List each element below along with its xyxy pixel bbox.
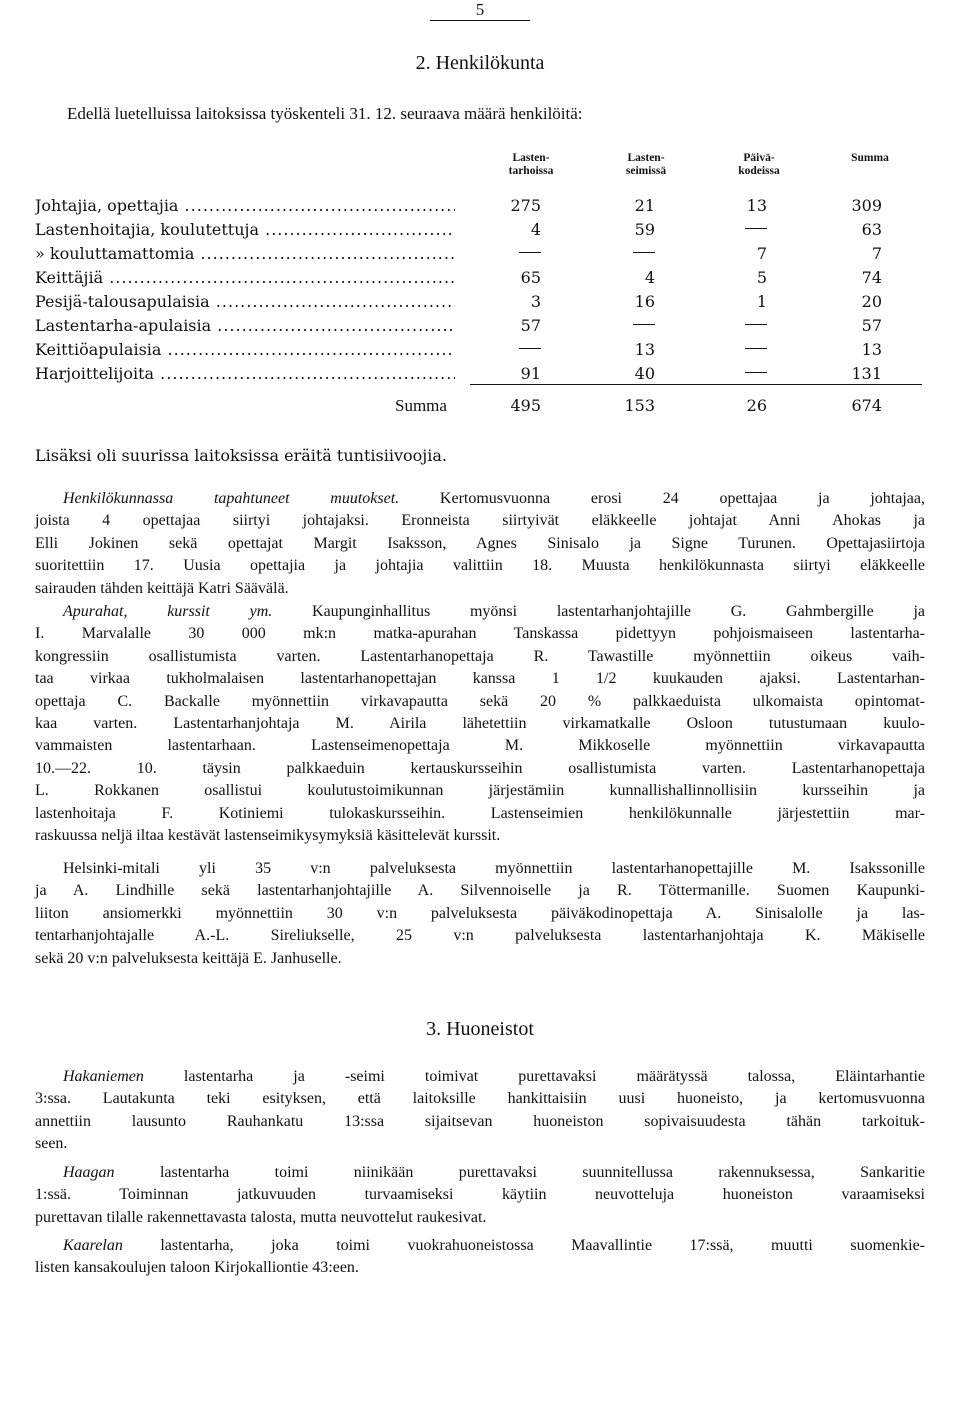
header-lastenseimissa: Lasten- seimissä: [625, 152, 667, 177]
cell-value: 13: [746, 196, 767, 215]
cell-value: 4: [644, 268, 655, 287]
row-label: Lastentarha-apulaisia: [35, 316, 212, 335]
paragraph-lead: Kaarelan: [63, 1237, 123, 1254]
paragraph-kaarela: Kaarelan lastentarha, joka toimi vuokrahuoneistossa Maavallintie 17:ssä, muutti suomenkie- listen kansakoulujen taloon Kirjokalliontie 43:een.: [35, 1237, 925, 1277]
cell-value: 7: [871, 244, 882, 263]
cell-value: [707, 316, 767, 335]
cell-value: 131: [851, 364, 882, 383]
cell-value: 275: [510, 196, 541, 215]
cell-value: 63: [861, 220, 882, 239]
table-row: [35, 196, 900, 220]
paragraph-haaga: Haagan lastentarha toimi niinikään purettavaksi suunnitellussa rakennuksessa, Sankaritie 1:ssä. Toiminnan jatkuvuuden turvaamiseksi käytiin neuvotteluja huoneiston varaamiseksi purettavan tilalle rakennettavasta talosta, mutta neuvottelut raukesivat.: [35, 1164, 925, 1226]
header-summa: Summa: [851, 152, 889, 164]
note-text: Lisäksi oli suurissa laitoksissa eräitä tuntisiivoojia.: [35, 446, 447, 465]
sum-value: 674: [851, 396, 882, 415]
cell-value: [595, 316, 655, 335]
page-number: 5: [475, 0, 485, 19]
cell-value: 4: [530, 220, 541, 239]
cell-value: 16: [634, 292, 655, 311]
paragraph-hakaniemi: Hakaniemen lastentarha ja -seimi toimivat purettavaksi määrätyssä talossa, Eläintarhantie 3:ssa. Lautakunta teki esityksen, että laitoksille hankittaisiin uusi huoneisto, ja kertomusvuonna annettiin lausunto Rauhankatu 13:ssa sijaitsevan huoneiston sopivaisuudesta tähän tarkoituk- seen.: [35, 1068, 925, 1153]
header-lastentarhoissa: Lasten- tarhoissa: [508, 152, 554, 177]
cell-value: 74: [861, 268, 882, 287]
cell-value: [707, 220, 767, 239]
cell-value: [707, 340, 767, 359]
header-paivakodeissa: Päivä- kodeissa: [738, 152, 780, 177]
table-row: [35, 268, 900, 292]
row-label: Pesijä-talousapulaisia: [35, 292, 210, 311]
cell-value: 7: [756, 244, 767, 263]
paragraph-changes: Henkilökunnassa tapahtuneet muutokset. Kertomusvuonna erosi 24 opettajaa ja johtajaa, joista 4 opettajaa siirtyi johtajaksi. Eronneista siirtyivät eläkkeelle johtajat Anni Ahokas ja Elli Jokinen sekä opettajat Margit Isaksson, Agnes Sinisalo ja Signe Turunen. Opettajasiirtoja suoritettiin 17. Uusia opettajia ja johtajia valittiin 18. Muusta henkilökunnasta siirtyi eläkkeelle sairauden tähden keittäjä Katri Säävälä.: [35, 490, 925, 597]
cell-value: 13: [634, 340, 655, 359]
table-row: [35, 340, 900, 364]
cell-value: 40: [634, 364, 655, 383]
section-title-huoneistot: 3. Huoneistot: [426, 1018, 534, 1040]
sum-divider: [470, 384, 922, 385]
sum-value: 495: [510, 396, 541, 415]
cell-value: 13: [861, 340, 882, 359]
paragraph-grants: Apurahat, kurssit ym. Kaupunginhallitus myönsi lastentarhanjohtajille G. Gahmbergille ja I. Marvalalle 30 000 mk:n matka-apurahan Tanskassa pidettyyn pohjoismaiseen lastentarha- kongressiin osallistumista varten. Lastentarhanopettaja R. Tawastille myönnettiin oikeus vaih- taa virkaa tukholmalaisen lastentarhanopettajan kanssa 1 1/2 kuukauden ajaksi. Lastentarhan- opettaja C. Backalle myönnettiin virkavapautta sekä 20 % palkkaeduista ulkomaista opintomat- kaa varten. Lastentarhanjohtaja M. Airila lähetettiin virkamatkalle Osloon tutustumaan kuulo- vammaisten lastentarhaan. Lastenseimenopettaja M. Mikkoselle myönnettiin virkavapautta 10.—22. 10. täysin palkkaeduin kertauskursseihin osallistumista varten. Lastentarhanopettaja L. Rokkanen osallistui koulutustoimikunnan järjestämiin kunnallishallinnollisiin kursseihin ja lastenhoitaja F. Kotiniemi tulokaskursseihin. Lastenseimien henkilökunnalle järjestettiin mar- raskuussa neljä iltaa kestävät lastenseimikysymyksiä käsittelevät kurssit.: [35, 603, 925, 845]
sum-value: 153: [624, 396, 655, 415]
sum-value: 26: [746, 396, 767, 415]
paragraph-lead: Apurahat, kurssit ym.: [63, 603, 273, 620]
cell-value: 57: [520, 316, 541, 335]
cell-value: 5: [756, 268, 767, 287]
paragraph-medals: Helsinki-mitali yli 35 v:n palveluksesta myönnettiin lastentarhanopettajille M. Isakssonille ja A. Lindhille sekä lastentarhanjohtajille A. Silvennoiselle ja R. Töttermanille. Suomen Kaupunki- liiton ansiomerkki myönnettiin 30 v:n palveluksesta päiväkodinopettaja A. Sinisalolle ja las- tentarhanjohtajalle A.-L. Sireliukselle, 25 v:n palveluksesta lastentarhanjohtaja K. Mäkiselle sekä 20 v:n palveluksesta keittäjä E. Janhuselle.: [35, 860, 925, 967]
cell-value: 21: [634, 196, 655, 215]
paragraph-lead: Hakaniemen: [63, 1068, 144, 1085]
paragraph-lead: Henkilökunnassa tapahtuneet muutokset.: [63, 490, 400, 507]
sum-label: Summa: [395, 396, 447, 415]
cell-value: 3: [530, 292, 541, 311]
row-label: Johtajia, opettajia: [35, 196, 179, 215]
intro-text: Edellä luetelluissa laitoksissa työskenteli 31. 12. seuraava määrä henkilöitä:: [67, 104, 583, 123]
row-label: » kouluttamattomia: [35, 244, 195, 263]
cell-value: [595, 244, 655, 263]
table-row: [35, 244, 900, 268]
section-title-henkilokunta: 2. Henkilökunta: [415, 52, 545, 74]
cell-value: 59: [634, 220, 655, 239]
page-number-rule: [430, 20, 530, 21]
table-row: [35, 316, 900, 340]
row-label: Lastenhoitajia, koulutettuja: [35, 220, 260, 239]
row-label: Harjoittelijoita: [35, 364, 155, 383]
table-row: [35, 292, 900, 316]
cell-value: 65: [520, 268, 541, 287]
sum-row: [35, 396, 900, 420]
cell-value: [481, 340, 541, 359]
cell-value: [707, 364, 767, 383]
cell-value: 57: [861, 316, 882, 335]
cell-value: 20: [861, 292, 882, 311]
cell-value: 309: [851, 196, 882, 215]
table-row: [35, 220, 900, 244]
cell-value: 91: [520, 364, 541, 383]
cell-value: [481, 244, 541, 263]
row-label: Keittiöapulaisia: [35, 340, 162, 359]
row-label: Keittäjiä: [35, 268, 104, 287]
cell-value: 1: [756, 292, 767, 311]
paragraph-lead: Haagan: [63, 1164, 115, 1181]
